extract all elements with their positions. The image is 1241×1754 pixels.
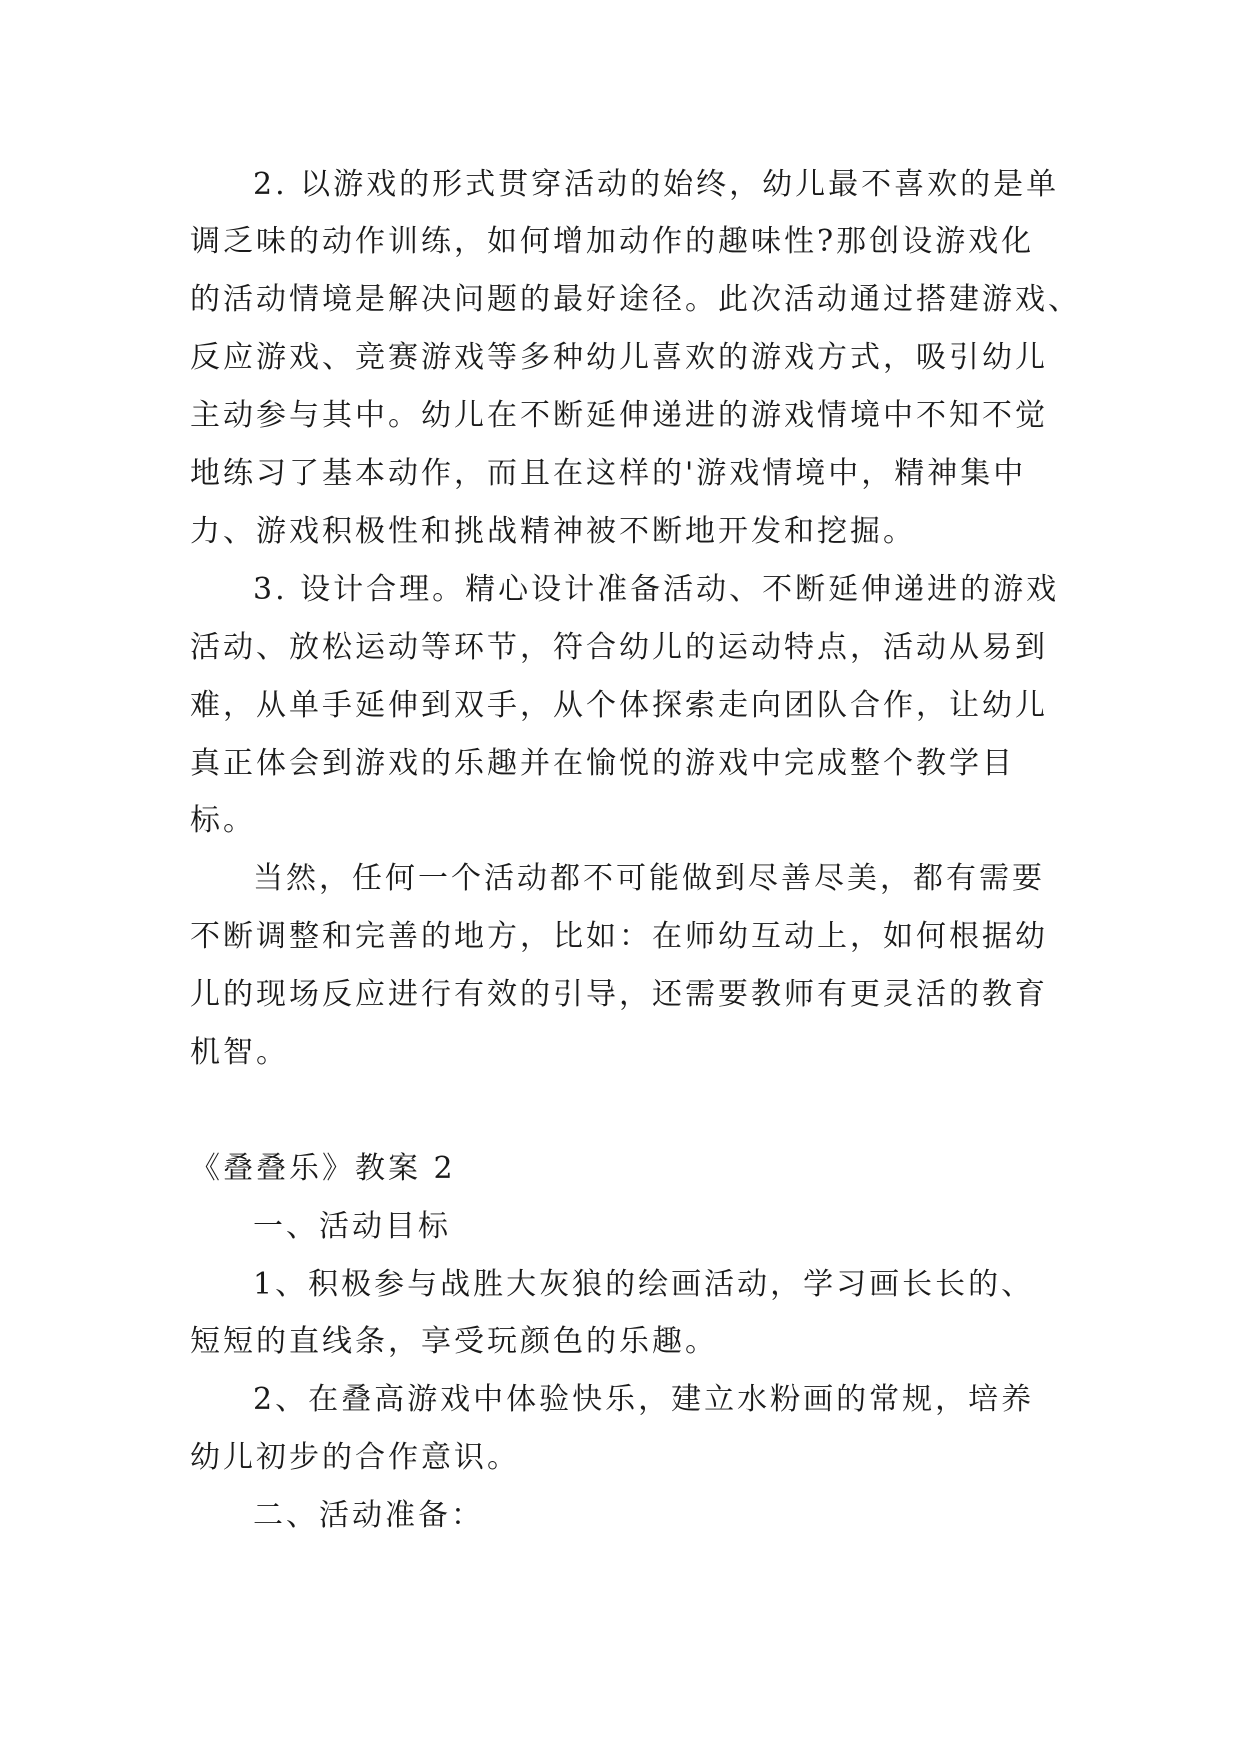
paragraph-3-line-4: 真正体会到游戏的乐趣并在愉悦的游戏中完成整个教学目: [190, 746, 1015, 781]
reflection-line-2: 不断调整和完善的地方，比如：在师幼互动上，如何根据幼: [190, 919, 1048, 954]
paragraph-2-line-5: 主动参与其中。幼儿在不断延伸递进的游戏情境中不知不觉: [190, 398, 1048, 433]
section-heading-goals: 一、活动目标: [253, 1209, 451, 1244]
reflection-line-4: 机智。: [190, 1035, 289, 1070]
paragraph-3-line-3: 难，从单手延伸到双手，从个体探索走向团队合作，让幼儿: [190, 688, 1048, 723]
section-heading-preparation: 二、活动准备：: [253, 1498, 484, 1533]
paragraph-2-line-3: 的活动情境是解决问题的最好途径。此次活动通过搭建游戏、: [190, 282, 1081, 317]
paragraph-2-line-4: 反应游戏、竞赛游戏等多种幼儿喜欢的游戏方式，吸引幼儿: [190, 340, 1048, 375]
paragraph-2-line-2: 调乏味的动作训练，如何增加动作的趣味性?那创设游戏化: [190, 224, 1035, 259]
paragraph-2-line-7: 力、游戏积极性和挑战精神被不断地开发和挖掘。: [190, 514, 916, 549]
paragraph-3-line-2: 活动、放松运动等环节，符合幼儿的运动特点，活动从易到: [190, 630, 1048, 665]
paragraph-3-line-1: 3. 设计合理。精心设计准备活动、不断延伸递进的游戏: [253, 572, 1060, 607]
goal-1-line-1: 1、积极参与战胜大灰狼的绘画活动，学习画长长的、: [253, 1267, 1035, 1302]
lesson-title: 《叠叠乐》教案 2: [190, 1151, 456, 1186]
reflection-line-1: 当然，任何一个活动都不可能做到尽善尽美，都有需要: [253, 861, 1045, 896]
goal-2-line-2: 幼儿初步的合作意识。: [190, 1440, 520, 1475]
goal-2-line-1: 2、在叠高游戏中体验快乐，建立水粉画的常规，培养: [253, 1382, 1035, 1417]
paragraph-3-line-5: 标。: [190, 803, 256, 838]
paragraph-2-line-6: 地练习了基本动作，而且在这样的'游戏情境中，精神集中: [190, 456, 1027, 491]
paragraph-2-line-1: 2. 以游戏的形式贯穿活动的始终，幼儿最不喜欢的是单: [253, 167, 1060, 202]
reflection-line-3: 儿的现场反应进行有效的引导，还需要教师有更灵活的教育: [190, 977, 1048, 1012]
goal-1-line-2: 短短的直线条，享受玩颜色的乐趣。: [190, 1324, 718, 1359]
